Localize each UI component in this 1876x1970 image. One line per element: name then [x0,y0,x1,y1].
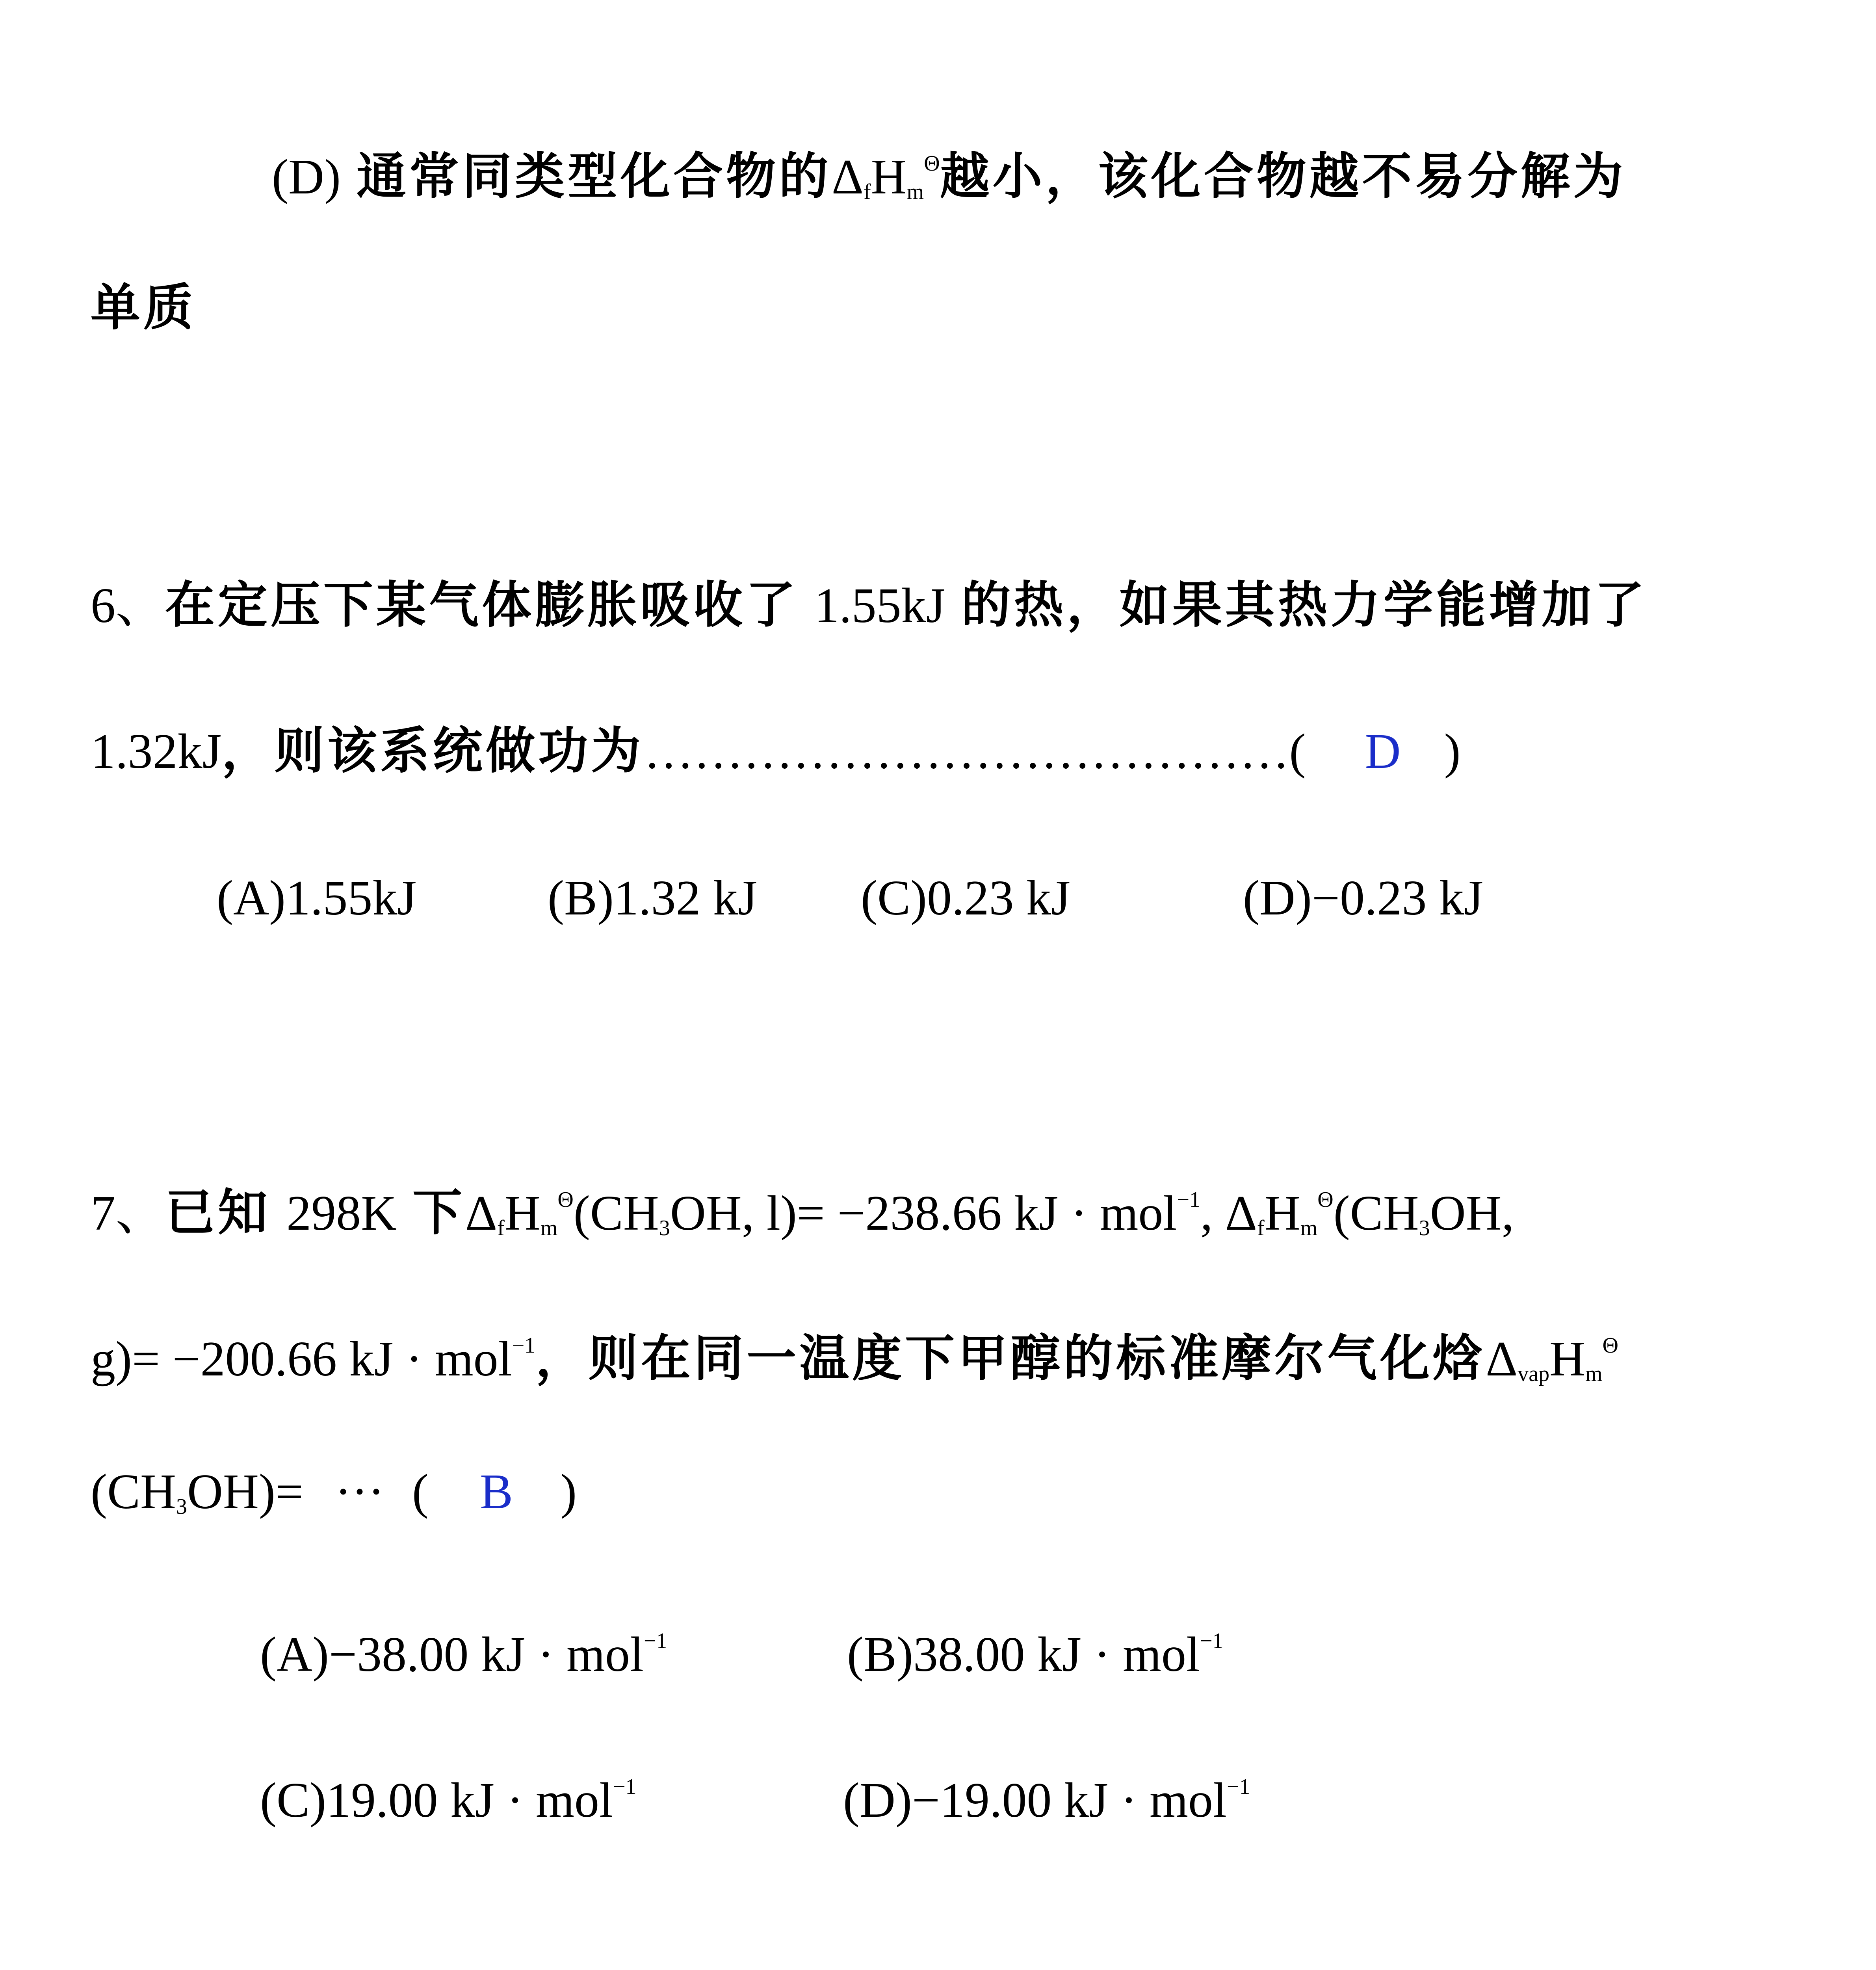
q7-option-a-text: (A)−38.00 kJ · mol [260,1627,644,1682]
q7-answer: B [480,1464,513,1519]
subscript-m: m [1300,1216,1318,1240]
q6-number: 6、 [91,578,165,633]
delta-symbol: Δ [1486,1332,1518,1386]
q6-answer: D [1365,724,1401,779]
standard-state-superscript: Θ [924,151,940,176]
q7-temperature: 298K [286,1186,397,1241]
superscript-neg1: −1 [1226,1775,1250,1799]
q7-paren-open: ( [412,1464,429,1519]
methanol-liquid-value: OH, l)= −238.66 kJ · mol [670,1186,1177,1241]
q5-option-d-text-b: 越小，该化合物越不易分解为 [940,147,1626,205]
q5-option-d-label: (D) [272,150,341,204]
q7-option-c-text: (C)19.00 kJ · mol [260,1773,613,1828]
subscript-3: 3 [659,1216,670,1240]
enthalpy-symbol: H [1549,1332,1586,1386]
q7-option-b-text: (B)38.00 kJ · mol [847,1627,1200,1682]
q6-value-a: 1.55kJ [814,578,945,633]
q6-line2-value: 1.32kJ [91,724,222,779]
subscript-m: m [906,180,924,204]
q7-dots: ··· [335,1464,384,1519]
subscript-f: f [497,1216,505,1240]
q7-number: 7、 [91,1186,165,1241]
q7-paren-close: ) [560,1464,577,1519]
standard-state-superscript: Θ [557,1188,574,1212]
q7-line1 [91,1168,1785,1260]
standard-state-superscript: Θ [1602,1333,1619,1358]
q5-option-d-line1 [272,132,1785,223]
delta-symbol: Δ [465,1186,498,1241]
subscript-f: f [1257,1216,1265,1240]
q6-line2-text: ，则该系统做功为 [221,721,644,780]
subscript-vap: vap [1518,1362,1550,1386]
q7-comma-delta: , Δ [1200,1186,1257,1241]
superscript-neg1: −1 [643,1629,667,1653]
q6-paren-open: ( [1289,724,1306,779]
q7-option-a [260,1609,667,1686]
q5-option-d-line2 [91,276,1785,339]
subscript-m: m [540,1216,558,1240]
q6-option-d: (D)−0.23 kJ [1243,871,1484,926]
enthalpy-symbol: H [871,150,907,204]
subscript-3: 3 [176,1494,187,1519]
q6-text-b: 的热，如果其热力学能增加了 [961,576,1648,634]
enthalpy-symbol: H [504,1186,541,1241]
methanol-formula-d: OH)= [187,1464,304,1519]
q6-text-a: 在定压下某气体膨胀吸收了 [165,576,799,634]
q5-option-d-text-c: 单质 [91,278,196,336]
methanol-oh-comma: OH, [1430,1186,1514,1241]
q6-option-a: (A)1.55kJ [217,871,417,926]
standard-state-superscript: Θ [1317,1188,1334,1212]
superscript-neg1: −1 [512,1333,536,1358]
superscript-neg1: −1 [1177,1188,1200,1212]
superscript-neg1: −1 [613,1775,637,1799]
q6-paren-close: ) [1444,724,1461,779]
q7-option-d [843,1755,1250,1832]
methanol-formula-c: (CH [91,1464,176,1519]
methanol-formula-b: (CH [1333,1186,1419,1241]
q7-line2 [91,1314,1785,1405]
q7-line3 [91,1460,1785,1538]
q6-line1 [91,573,1785,637]
q7-line2-text: ，则在同一温度下甲醇的标准摩尔气化焓 [535,1329,1486,1387]
q6-option-b: (B)1.32 kJ [548,871,757,926]
q7-option-d-text: (D)−19.00 kJ · mol [843,1773,1227,1828]
methanol-gas-value: g)= −200.66 kJ · mol [91,1332,512,1386]
q6-dots: ………………………………… [644,724,1289,779]
methanol-formula-a: (CH [573,1186,659,1241]
q7-option-b [847,1609,1224,1686]
subscript-m: m [1585,1362,1603,1386]
q7-text-b: 下 [412,1183,466,1241]
q5-option-d-text-a: 通常同类型化合物的 [356,147,832,205]
q6-option-c: (C)0.23 kJ [861,871,1070,926]
delta-symbol: Δ [831,150,864,204]
superscript-neg1: −1 [1200,1629,1224,1653]
q7-option-c [260,1755,637,1832]
enthalpy-symbol: H [1264,1186,1300,1241]
q6-line2 [91,719,1785,783]
subscript-3: 3 [1419,1216,1430,1240]
q7-text-a: 已知 [165,1183,271,1241]
subscript-f: f [864,180,871,204]
